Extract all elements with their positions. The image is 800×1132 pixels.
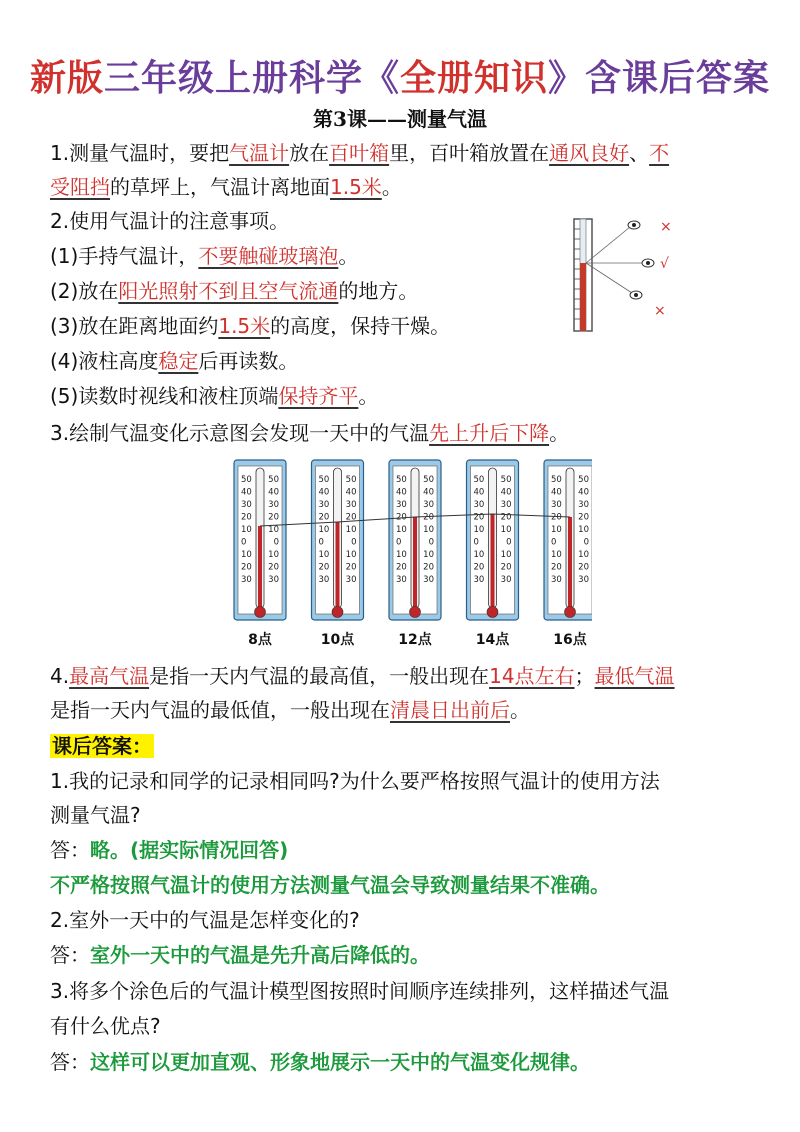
scale-label: 50	[241, 475, 252, 485]
thermometer-card	[389, 460, 441, 648]
scale-label: 10	[473, 525, 485, 535]
time-label: 10点	[320, 632, 355, 648]
point-2-item-2: (2)放在阳光照射不到且空气流通的地方。	[50, 279, 419, 303]
scale-label: 10	[423, 550, 434, 560]
title-part: 含课后答案	[585, 57, 771, 99]
scale-label: 20	[500, 562, 512, 573]
question-3-line-1: 3.将多个涂色后的气温计模型图按照时间顺序连续排列，这样描述气温	[50, 979, 670, 1003]
point-2-item-5: (5)读数时视线和液柱顶端保持齐平。	[50, 384, 379, 408]
scale-label: 10	[500, 525, 512, 535]
title-part: 三年级上册科学	[103, 57, 363, 99]
scale-label: 40	[500, 487, 512, 498]
scale-label: 20	[318, 562, 330, 573]
scale-label: 20	[396, 512, 407, 523]
scale-label: 0	[428, 537, 434, 548]
point-3: 3.绘制气温变化示意图会发现一天中的气温先上升后下降。	[50, 421, 570, 445]
scale-label: 40	[423, 487, 434, 498]
scale-label: 0	[396, 537, 402, 548]
scale-label: 0	[241, 537, 247, 548]
scale-label: 10	[268, 525, 279, 535]
point-2-item-3: (3)放在距离地面约1.5米的高度，保持干燥。	[50, 314, 451, 338]
scale-label: 20	[578, 512, 589, 523]
scale-label: 0	[583, 537, 589, 548]
scale-label: 10	[423, 525, 434, 535]
scale-label: 20	[268, 512, 279, 523]
scale-label: 30	[500, 500, 512, 510]
scale-label: 30	[423, 500, 434, 510]
scale-label: 40	[241, 487, 252, 498]
scale-label: 50	[268, 475, 279, 485]
scale-label: 40	[396, 487, 407, 498]
question-3-line-2: 有什么优点?	[50, 1014, 161, 1038]
scale-label: 30	[241, 500, 252, 510]
title-part: 新版	[29, 57, 104, 99]
scale-label: 50	[318, 475, 330, 485]
homework-header: 课后答案：	[52, 734, 152, 758]
scale-label: 30	[268, 575, 279, 585]
thermometer-card	[467, 460, 519, 648]
scale-label: 50	[423, 475, 434, 485]
scale-label: 0	[351, 537, 357, 548]
scale-label: 40	[268, 487, 279, 498]
title-part: 全册知识	[400, 57, 549, 99]
scale-label: 0	[273, 537, 279, 548]
title-part: 》	[548, 57, 586, 99]
scale-label: 10	[396, 550, 407, 560]
scale-label: 20	[241, 562, 252, 573]
scale-label: 0	[318, 537, 324, 548]
scale-label: 30	[500, 575, 512, 585]
scale-label: 30	[318, 500, 330, 510]
scale-label: 30	[473, 500, 485, 510]
thermometer-card	[234, 460, 286, 648]
scale-label: 30	[578, 575, 589, 585]
scale-label: 30	[423, 575, 434, 585]
answer-1-line-1: 答：略。(据实际情况回答)	[50, 838, 289, 862]
title-part: 《	[362, 57, 400, 99]
scale-label: 30	[396, 500, 407, 510]
scale-label: 40	[318, 487, 330, 498]
scale-label: 30	[396, 575, 407, 585]
reading-eye-level-figure	[568, 215, 678, 333]
scale-label: 10	[241, 525, 252, 535]
scale-label: 10	[578, 550, 589, 560]
scale-label: 40	[473, 487, 485, 498]
scale-label: 10	[268, 550, 279, 560]
point-2-heading: 2.使用气温计的注意事项。	[50, 209, 290, 233]
scale-label: 30	[551, 500, 562, 510]
scale-label: 20	[473, 562, 485, 573]
question-2: 2.室外一天中的气温是怎样变化的?	[50, 908, 360, 932]
point-1-line-2: 受阻挡的草坪上，气温计离地面1.5米。	[50, 175, 402, 199]
scale-label: 20	[423, 562, 434, 573]
point-4-line-1: 4.最高气温是指一天内气温的最高值，一般出现在14点左右；最低气温	[50, 664, 675, 688]
scale-label: 20	[551, 512, 562, 523]
wrong-mark: ×	[660, 219, 672, 235]
scale-label: 40	[578, 487, 589, 498]
time-label: 16点	[553, 632, 587, 648]
scale-label: 0	[506, 537, 512, 548]
thermometer-card	[312, 460, 364, 648]
scale-label: 20	[345, 512, 357, 523]
answer-3: 答：这样可以更加直观、形象地展示一天中的气温变化规律。	[50, 1050, 590, 1074]
scale-label: 10	[473, 550, 485, 560]
scale-label: 40	[345, 487, 357, 498]
question-1-line-2: 测量气温?	[50, 803, 141, 827]
scale-label: 20	[473, 512, 485, 523]
scale-label: 20	[345, 562, 357, 573]
scale-label: 30	[318, 575, 330, 585]
point-4-line-2: 是指一天内气温的最低值，一般出现在清晨日出前后。	[50, 698, 530, 722]
scale-label: 10	[578, 525, 589, 535]
page-title	[0, 50, 800, 101]
time-label: 8点	[248, 632, 272, 648]
scale-label: 10	[318, 525, 330, 535]
scale-label: 20	[551, 562, 562, 573]
scale-label: 20	[241, 512, 252, 523]
eye-icon	[630, 291, 642, 299]
scale-label: 10	[551, 550, 562, 560]
scale-label: 20	[578, 562, 589, 573]
scale-label: 0	[551, 537, 557, 548]
answer-2: 答：室外一天中的气温是先升高后降低的。	[50, 943, 430, 967]
scale-label: 30	[551, 575, 562, 585]
scale-label: 20	[318, 512, 330, 523]
thermometer-card	[544, 460, 592, 648]
point-1-line-1: 1.测量气温时，要把气温计放在百叶箱里，百叶箱放置在通风良好、不	[50, 141, 670, 165]
time-label: 14点	[475, 632, 510, 648]
scale-label: 40	[551, 487, 562, 498]
scale-label: 20	[396, 562, 407, 573]
scale-label: 50	[396, 475, 407, 485]
scale-label: 30	[578, 500, 589, 510]
scale-label: 0	[473, 537, 479, 548]
scale-label: 30	[241, 575, 252, 585]
scale-label: 10	[551, 525, 562, 535]
right-mark: √	[660, 256, 669, 272]
scale-label: 10	[345, 550, 357, 560]
answer-1-line-2: 不严格按照气温计的使用方法测量气温会导致测量结果不准确。	[50, 873, 610, 897]
lesson-title: 第3课——测量气温	[313, 107, 487, 131]
scale-label: 10	[500, 550, 512, 560]
scale-label: 10	[241, 550, 252, 560]
scale-label: 30	[345, 500, 357, 510]
point-2-item-1: (1)手持气温计，不要触碰玻璃泡。	[50, 244, 359, 268]
scale-label: 20	[423, 512, 434, 523]
time-label: 12点	[398, 632, 432, 648]
point-2-item-4: (4)液柱高度稳定后再读数。	[50, 349, 299, 373]
scale-label: 50	[345, 475, 357, 485]
wrong-mark: ×	[654, 303, 666, 319]
scale-label: 50	[551, 475, 562, 485]
question-1-line-1: 1.我的记录和同学的记录相同吗?为什么要严格按照气温计的使用方法	[50, 769, 660, 793]
scale-label: 10	[396, 525, 407, 535]
scale-label: 30	[473, 575, 485, 585]
eye-icon	[642, 259, 654, 267]
scale-label: 10	[345, 525, 357, 535]
scale-label: 50	[578, 475, 589, 485]
eye-icon	[628, 221, 640, 229]
scale-label: 10	[318, 550, 330, 560]
scale-label: 30	[268, 500, 279, 510]
scale-label: 20	[268, 562, 279, 573]
temperature-change-figure	[232, 458, 592, 650]
scale-label: 50	[500, 475, 512, 485]
scale-label: 50	[473, 475, 485, 485]
scale-label: 30	[345, 575, 357, 585]
scale-label: 20	[500, 512, 512, 523]
